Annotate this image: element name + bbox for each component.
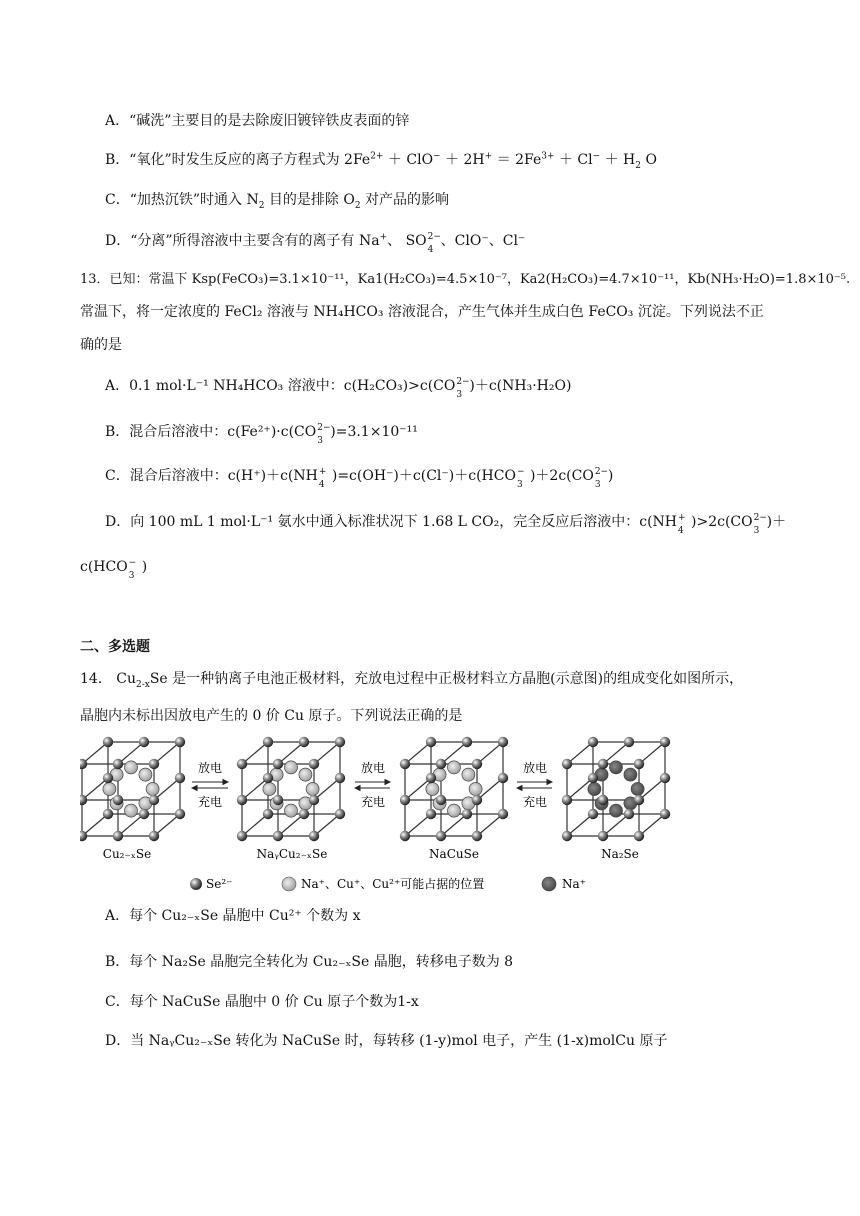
q12-option-c: C．“加热沉铁”时通入 $N_2$ 目的是排除 $O_2$ 对产品的影响: [105, 192, 450, 211]
legend-se: Se²⁻: [206, 877, 233, 891]
legend-mid: Na⁺、Cu⁺、Cu²⁺可能占据的位置: [301, 877, 485, 891]
arrow-label-discharge: 放电: [522, 761, 548, 775]
q12-option-d: D．“分离”所得溶液中主要含有的离子有 Na+、 SO 2− 4 、ClO⁻、Cl⁻: [105, 232, 526, 255]
q14-option-b: B．每个 Na₂Se 晶胞完全转化为 Cu₂₋ₓSe 晶胞，转移电子数为 8: [105, 954, 514, 970]
q13-option-d-line2: c(HCO − 3 ): [80, 558, 148, 581]
crystal-cell-4: [562, 737, 670, 841]
arrow-label-discharge: 放电: [360, 761, 386, 775]
q14-option-c: C．每个 NaCuSe 晶胞中 0 价 Cu 原子个数为1-x: [105, 994, 419, 1010]
q13-stem-line2: 常温下，将一定浓度的 FeCl₂ 溶液与 NH₄HCO₃ 溶液混合，产生气体并生成白色 FeCO₃ 沉淀。下列说法不正: [80, 304, 764, 320]
q14-option-a: A．每个 Cu₂₋ₓSe 晶胞中 Cu²⁺ 个数为 x: [105, 908, 361, 924]
q12-option-b: B．“氧化”时发生反应的离子方程式为 $2Fe^{2+} + ClO^- + 2H^+ = 2Fe^{3+} + Cl^- + H_2$ O: [105, 151, 657, 171]
legend-na: Na⁺: [562, 877, 586, 891]
cell-label-3: NaCuSe: [429, 847, 479, 861]
arrow-label-discharge: 放电: [197, 761, 223, 775]
reaction-arrow-1: [192, 760, 228, 809]
legend-mid-marker: [282, 877, 296, 891]
crystal-cell-figure: [80, 734, 690, 894]
q12-option-a: A．“碱洗”主要目的是去除废旧镀锌铁皮表面的锌: [105, 113, 410, 129]
q13-option-a: A．0.1 mol·L⁻¹ NH₄HCO₃ 溶液中：c(H₂CO₃)>c(CO 2− 3 )＋c(NH₃·H₂O): [105, 377, 572, 400]
legend-na-marker: [542, 877, 556, 891]
crystal-cell-2: [237, 737, 345, 841]
arrow-label-charge: 充电: [197, 795, 223, 809]
crystal-cell-3: [400, 737, 508, 841]
q13-stem-line1: 13．已知：常温下 Ksp(FeCO₃)=3.1×10⁻¹¹，Ka1(H₂CO₃)=4.5×10⁻⁷，Ka2(H₂CO₃)=4.7×10⁻¹¹，Kb(NH₃·H₂O)=1.8×10⁻⁵.: [80, 272, 851, 287]
q14-stem-line2: 晶胞内未标出因放电产生的 0 价 Cu 原子。下列说法正确的是: [80, 708, 463, 724]
q13-option-b: B．混合后溶液中：c(Fe²⁺)·c(CO 2− 3 )=3.1×10⁻¹¹: [105, 423, 418, 446]
reaction-arrow-3: [517, 760, 552, 809]
section-title: 二、多选题: [80, 639, 150, 655]
crystal-cell-1: [80, 737, 185, 841]
arrow-label-charge: 充电: [522, 795, 548, 809]
q14-stem-line1: 14． $Cu_{2-x}Se$ 是一种钠离子电池正极材料，充放电过程中正极材料立方晶胞(示意图)的组成变化如图所示，: [80, 671, 744, 690]
legend-se-marker: [190, 878, 202, 890]
cell-label-1: Cu₂₋ₓSe: [102, 847, 152, 861]
cell-label-4: Na₂Se: [601, 847, 639, 861]
arrow-label-charge: 充电: [360, 795, 386, 809]
q13-option-d: D．向 100 mL 1 mol·L⁻¹ 氨水中通入标准状况下 1.68 L CO₂，完全反应后溶液中：c(NH + 4 )>2c(CO 2− 3 )＋: [105, 513, 787, 536]
reaction-arrow-2: [355, 760, 390, 809]
q13-option-c: C．混合后溶液中：c(H⁺)＋c(NH + 4 )=c(OH⁻)＋c(Cl⁻)＋c(HCO − 3 )＋2c(CO 2− 3 ): [105, 467, 614, 490]
q13-stem-line3: 确的是: [80, 337, 122, 353]
cell-label-2: NaᵧCu₂₋ₓSe: [256, 847, 328, 861]
q14-option-d: D．当 NaᵧCu₂₋ₓSe 转化为 NaCuSe 时，每转移 (1-y)mol 电子，产生 (1-x)molCu 原子: [105, 1033, 668, 1049]
